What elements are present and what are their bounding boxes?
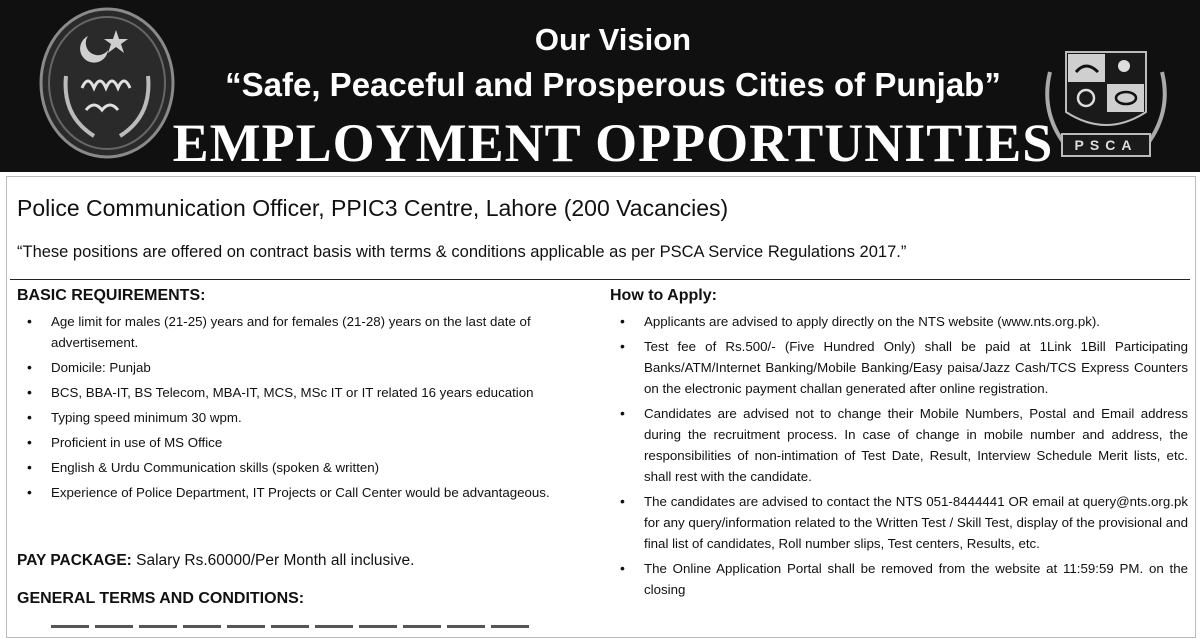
divider xyxy=(10,279,1190,280)
contract-note: “These positions are offered on contract basis with terms & conditions applicable as per PSCA Service Regulations 2017.” xyxy=(17,243,907,261)
list-item: • Candidates are advised not to change their Mobile Numbers, Postal and Email address during the recruitment process. In case of change in mobile number and address, the responsibilities of non-intimation of Test Date, Result, Interview Schedule Merit lists, etc. shall rest with the candidate. xyxy=(610,403,1188,487)
psca-logo-text: PSCA xyxy=(1074,137,1138,153)
list-item: • The candidates are advised to contact the NTS 051-8444441 OR email at query@nts.org.pk for any query/information related to the Written Test / Skill Test, display of the provisional and final list of candidates, Roll number slips, Test centers, Results, etc. xyxy=(610,491,1188,554)
pay-package-label: PAY PACKAGE: xyxy=(17,552,132,569)
basic-requirements-section xyxy=(17,287,577,507)
basic-requirements-list xyxy=(17,311,577,503)
list-item: • Experience of Police Department, IT Projects or Call Center would be advantageous. xyxy=(17,482,577,503)
how-to-apply-list xyxy=(610,311,1188,600)
list-item: • Domicile: Punjab xyxy=(17,357,577,378)
how-to-apply-heading: How to Apply: xyxy=(610,287,717,304)
list-item: • BCS, BBA-IT, BS Telecom, MBA-IT, MCS, MSc IT or IT related 16 years education xyxy=(17,382,577,403)
list-item: • English & Urdu Communication skills (spoken & written) xyxy=(17,457,577,478)
list-item: • Proficient in use of MS Office xyxy=(17,432,577,453)
list-item: • Age limit for males (21-25) years and for females (21-28) years on the last date of advertisement. xyxy=(17,311,577,353)
pay-package-text: Salary Rs.60000/Per Month all inclusive. xyxy=(131,552,415,569)
position-title: Police Communication Officer, PPIC3 Centre, Lahore (200 Vacancies) xyxy=(17,195,729,221)
psca-shield-icon xyxy=(1036,42,1176,164)
basic-requirements-heading: BASIC REQUIREMENTS: xyxy=(17,287,206,304)
header-banner xyxy=(0,0,1200,172)
list-item: • Typing speed minimum 30 wpm. xyxy=(17,407,577,428)
how-to-apply-section xyxy=(610,287,1188,604)
page-title: EMPLOYMENT OPPORTUNITIES xyxy=(172,113,1054,173)
list-item: • Test fee of Rs.500/- (Five Hundred Only) shall be paid at 1Link 1Bill Participating Banks/ATM/Internet Banking/Mobile Banking/Easy paisa/Jazz Cash/TCS Express Counters on the electronic payment challan generated after online registration. xyxy=(610,336,1188,399)
vision-slogan: “Safe, Peaceful and Prosperous Cities of Punjab” xyxy=(225,66,1001,103)
list-item: • Applicants are advised to apply directly on the NTS website (www.nts.org.pk). xyxy=(610,311,1188,332)
cut-off-text-line xyxy=(51,620,531,628)
vision-heading: Our Vision xyxy=(534,22,692,57)
general-terms-heading: GENERAL TERMS AND CONDITIONS: xyxy=(17,590,305,607)
list-item: • The Online Application Portal shall be removed from the website at 11:59:59 PM. on the closing xyxy=(610,558,1188,600)
pay-package xyxy=(17,552,414,570)
